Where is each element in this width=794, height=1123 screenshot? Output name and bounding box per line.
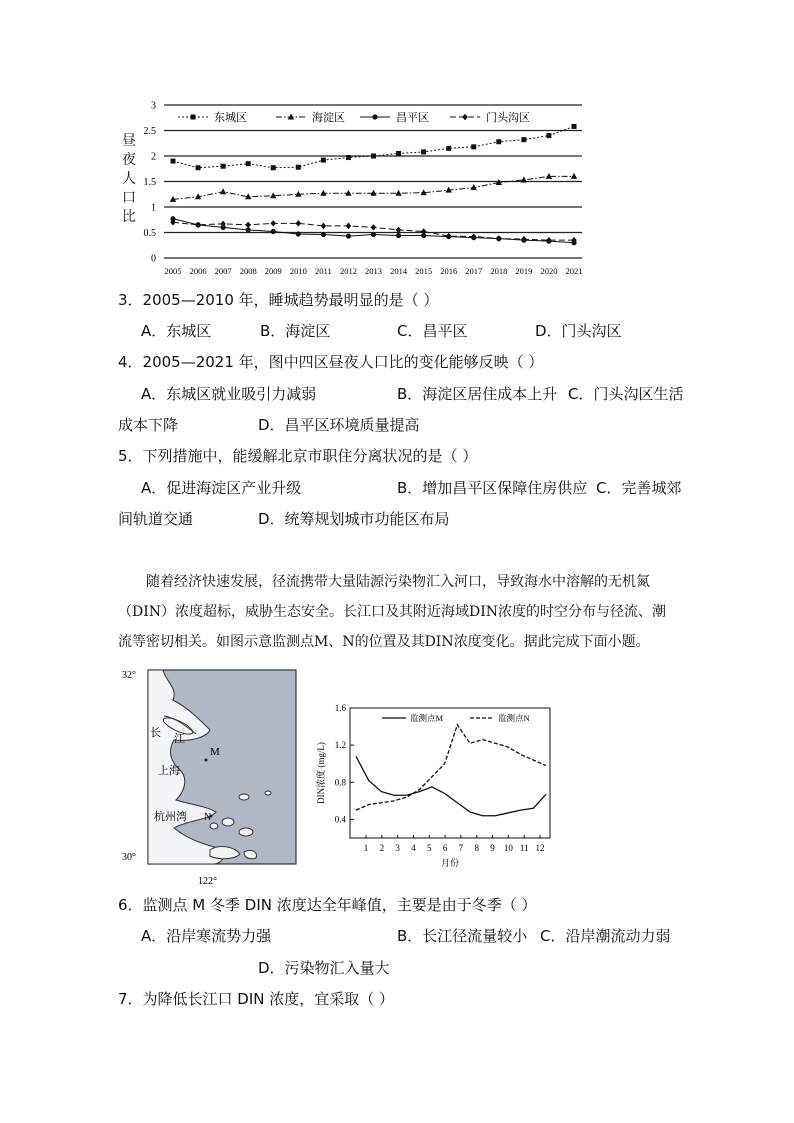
data-point xyxy=(346,233,351,238)
q3-option-c: C．昌平区 xyxy=(397,322,468,340)
legend-label: 门头沟区 xyxy=(486,112,530,124)
x-tick-label: 2013 xyxy=(365,266,382,276)
data-point xyxy=(270,220,276,226)
map-label-n: N xyxy=(204,812,212,823)
data-point xyxy=(171,159,176,164)
y-axis-label: DIN浓度 (mg/L) xyxy=(316,742,326,804)
x-tick-label: 2006 xyxy=(189,266,207,276)
din-concentration-chart xyxy=(310,700,555,878)
q5-option-c: C．完善城郊 xyxy=(596,479,682,497)
island xyxy=(265,791,271,795)
data-point xyxy=(246,227,251,232)
question-6-stem: 6．监测点 M 冬季 DIN 浓度达全年峰值，主要是由于冬季（ ） xyxy=(118,896,537,914)
map-lat-top: 32° xyxy=(122,670,136,681)
data-point xyxy=(421,149,426,154)
legend-label: 昌平区 xyxy=(396,112,429,124)
data-point xyxy=(371,232,376,237)
plot-frame xyxy=(350,708,550,838)
data-point xyxy=(396,233,401,238)
x-axis-label: 月份 xyxy=(440,858,460,868)
legend-label: 东城区 xyxy=(214,112,247,124)
q6-option-c: C．沿岸潮流动力弱 xyxy=(540,927,671,945)
data-point xyxy=(195,222,201,228)
x-tick-label: 2007 xyxy=(214,266,232,276)
series-line-1 xyxy=(173,176,574,199)
data-point xyxy=(546,173,552,179)
data-point xyxy=(321,232,326,237)
q3-option-b: B．海淀区 xyxy=(260,322,331,340)
x-tick-label: 11 xyxy=(519,843,529,853)
x-tick-label: 2011 xyxy=(315,266,332,276)
y-tick-label: 1.6 xyxy=(334,703,346,713)
y-tick-label: 2.5 xyxy=(143,126,156,137)
x-tick-label: 2016 xyxy=(440,266,458,276)
legend-marker xyxy=(191,115,196,120)
map-label-shanghai: 上海 xyxy=(158,765,180,777)
data-point xyxy=(245,222,251,228)
x-tick-label: 4 xyxy=(411,843,416,853)
y-tick-label: 1.5 xyxy=(143,177,156,188)
x-tick-label: 10 xyxy=(503,843,513,853)
question-3-stem: 3．2005—2010 年，睡城趋势最明显的是（ ） xyxy=(118,291,439,309)
data-point xyxy=(296,231,301,236)
x-tick-label: 2019 xyxy=(515,266,533,276)
data-point xyxy=(521,176,527,182)
monitoring-point-m xyxy=(205,759,208,762)
map-lon-bottom: 122° xyxy=(198,876,217,887)
data-point xyxy=(571,173,577,179)
data-point xyxy=(371,224,377,230)
x-tick-label: 2021 xyxy=(565,266,583,276)
data-point xyxy=(346,223,352,229)
map-label-m: M xyxy=(210,746,220,758)
x-tick-label: 6 xyxy=(442,843,448,853)
question-5-stem: 5．下列措施中，能缓解北京市职住分离状况的是（ ） xyxy=(118,447,478,465)
x-tick-label: 5 xyxy=(427,843,432,853)
x-tick-label: 12 xyxy=(535,843,545,853)
y-tick-label: 3 xyxy=(151,100,156,112)
map-lat-bottom: 30° xyxy=(122,852,136,863)
data-point xyxy=(446,146,451,151)
x-tick-label: 2009 xyxy=(264,266,282,276)
q4-option-a: A．东城区就业吸引力减弱 xyxy=(141,385,317,403)
legend-label: 海淀区 xyxy=(312,112,345,124)
y-tick-label: 2 xyxy=(151,151,156,163)
data-point xyxy=(246,161,251,166)
y-tick-label: 0 xyxy=(151,253,156,265)
data-point xyxy=(296,165,301,170)
x-tick-label: 2008 xyxy=(239,266,257,276)
q4-option-c: C．门头沟区生活 xyxy=(568,385,684,403)
legend-marker xyxy=(462,114,468,120)
data-point xyxy=(321,223,327,229)
data-point xyxy=(446,233,452,239)
q4-option-b: B．海淀区居住成本上升 xyxy=(397,385,558,403)
data-point xyxy=(196,165,201,170)
q4-option-d: D．昌平区环境质量提高 xyxy=(258,416,420,434)
y-tick-label: 0.5 xyxy=(143,228,156,239)
data-point xyxy=(220,188,226,194)
day-night-population-chart xyxy=(140,95,600,290)
data-point xyxy=(496,235,502,241)
q3-option-a: A．东城区 xyxy=(141,322,212,340)
data-point xyxy=(421,228,427,234)
y-tick-label: 1 xyxy=(151,202,156,214)
q5-option-d: D．统筹规划城市功能区布局 xyxy=(258,510,450,528)
map-label-jiang: 江 xyxy=(174,733,185,745)
x-tick-label: 9 xyxy=(490,843,495,853)
x-tick-label: 2018 xyxy=(490,266,508,276)
q5-option-a: A．促进海淀区产业升级 xyxy=(141,479,302,497)
legend-marker xyxy=(372,114,377,119)
data-point xyxy=(521,137,526,142)
q4-option-c-cont: 成本下降 xyxy=(118,416,179,434)
data-point xyxy=(271,229,276,234)
data-point xyxy=(346,155,351,160)
q5-option-c-cont: 间轨道交通 xyxy=(118,510,194,528)
data-point xyxy=(572,124,577,129)
x-tick-label: 2015 xyxy=(415,266,433,276)
y-tick-label: 1.2 xyxy=(334,740,346,751)
question-4-stem: 4．2005—2021 年，图中四区昼夜人口比的变化能够反映（ ） xyxy=(118,353,544,371)
x-tick-label: 2014 xyxy=(390,266,408,276)
data-point xyxy=(396,151,401,156)
data-point xyxy=(496,139,501,144)
x-tick-label: 2017 xyxy=(465,266,483,276)
island xyxy=(239,794,249,800)
map-label-chang: 长 xyxy=(150,727,161,739)
data-point xyxy=(296,220,302,226)
legend-label: 监测点N xyxy=(498,713,530,723)
y-tick-label: 0.8 xyxy=(334,777,346,788)
x-tick-label: 8 xyxy=(474,843,479,853)
series-line-0 xyxy=(356,756,546,815)
x-tick-label: 2020 xyxy=(540,266,558,276)
yangtze-estuary-map xyxy=(118,660,303,890)
x-tick-label: 3 xyxy=(395,843,400,853)
data-point xyxy=(271,165,276,170)
island xyxy=(239,828,253,836)
data-point xyxy=(395,190,401,196)
x-tick-label: 1 xyxy=(363,843,369,853)
map-label-hangzhou-bay: 杭州湾 xyxy=(154,811,187,823)
q6-option-b: B．长江径流量较小 xyxy=(397,927,528,945)
q6-option-a: A．沿岸寒流势力强 xyxy=(141,927,272,945)
legend-label: 监测点M xyxy=(410,713,444,723)
island xyxy=(210,823,218,829)
data-point xyxy=(371,154,376,159)
q3-option-d: D．门头沟区 xyxy=(535,322,622,340)
series-line-2 xyxy=(173,219,574,243)
y-tick-label: 0.4 xyxy=(334,814,346,825)
q5-option-b: B．增加昌平区保障住房供应 xyxy=(397,479,588,497)
material-intro: 随着经济快速发展，径流携带大量陆源污染物汇入河口，导致海水中溶解的无机氮（DIN）浓度超标，威胁生态安全。长江口及其附近海域DIN浓度的时空分布与径流、潮流等密切相关。如图示意监测点M、N的位置及其DIN浓度变化。据此完成下面小题。 xyxy=(118,574,667,650)
island xyxy=(222,818,234,826)
q6-option-d: D．污染物汇入量大 xyxy=(258,959,390,977)
chart1-ylabel: 昼夜人口比 xyxy=(122,133,136,225)
data-point xyxy=(471,144,476,149)
series-line-0 xyxy=(173,126,574,167)
x-tick-label: 2005 xyxy=(164,266,182,276)
x-tick-label: 2 xyxy=(379,843,385,853)
x-tick-label: 2012 xyxy=(339,266,357,276)
question-7-stem: 7．为降低长江口 DIN 浓度，宜采取（ ） xyxy=(118,990,395,1008)
data-point xyxy=(546,133,551,138)
data-point xyxy=(321,158,326,163)
data-point xyxy=(221,164,226,169)
x-tick-label: 7 xyxy=(458,843,464,853)
x-tick-label: 2010 xyxy=(289,266,307,276)
